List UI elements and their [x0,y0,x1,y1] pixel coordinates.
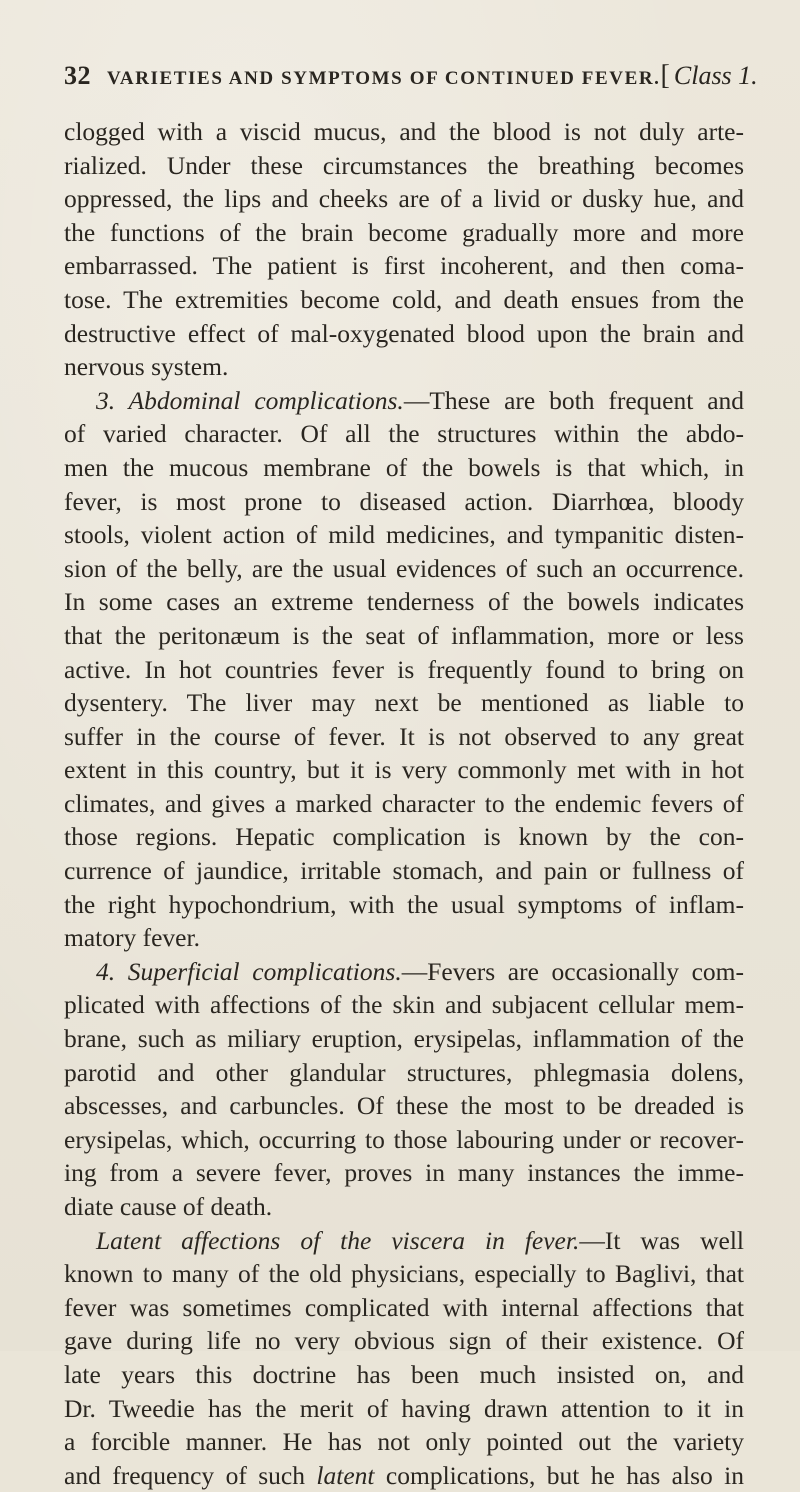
text-line [64,686,744,720]
text-line [64,1358,744,1392]
text-line [64,216,744,250]
text-line [64,417,744,451]
text-line [64,1224,744,1258]
text-line [64,753,744,787]
text-line [64,384,744,418]
class-label: Class 1. [673,61,758,90]
text-line-content: sion of the belly, are the usual evidences of such an occurrence. [64,553,744,583]
text-line [64,720,744,754]
text-line [64,988,744,1022]
text-line-content: matory fever. [64,923,200,953]
text-line [64,350,744,384]
text-line [64,149,744,183]
text-line [64,1089,744,1123]
text-line-content: abscesses, and carbuncles. Of these the most to be dreaded is [64,1091,744,1121]
text-line-content: nervous system. [64,352,229,382]
text-line [64,1056,744,1090]
text-line-content: clogged with a viscid mucus, and the blood is not duly arte- [64,117,744,146]
text-line-content: complications, but he has also in [374,1460,744,1490]
page-number: 32 [64,61,91,90]
class-mark [661,60,758,92]
text-line-content: plicated with affections of the skin and subjacent cellular mem- [64,990,744,1020]
text-line [64,518,744,552]
text-line-content: rialized. Under these circumstances the breathing becomes [64,150,744,180]
text-line-content: that the peritonæum is the seat of inflammation, more or less [64,620,744,650]
text-line [64,1392,744,1426]
text-line [64,552,744,586]
text-line-content: —These are both frequent and [403,385,744,415]
text-line [64,1022,744,1056]
body-text [64,115,744,1492]
text-line-content: diate cause of death. [64,1192,273,1221]
running-head-title: VARIETIES AND SYMPTOMS OF CONTINUED FEVER. [107,68,661,89]
text-line-content: late years this doctrine has been much insisted on, and [64,1359,744,1389]
text-line-content: stools, violent action of mild medicines, and tympanitic disten- [64,520,744,550]
class-bracket: [ [660,60,670,91]
text-line-italic: 4. Superficial complications. [96,956,402,986]
text-line-content: fever was sometimes complicated with internal affections that [64,1292,744,1322]
text-line-italic: 3. Abdominal complications. [96,385,404,415]
text-line-content: Dr. Tweedie has the merit of having drawn attention to it in [64,1393,744,1423]
text-line [64,888,744,922]
text-line-content: a forcible manner. He has not only pointed out the variety [64,1427,744,1457]
text-line-content: the functions of the brain become gradually more and more [64,217,744,247]
text-line [64,955,744,989]
text-line-content: oppressed, the lips and cheeks are of a livid or dusky hue, and [64,184,744,214]
text-line-content: suffer in the course of fever. It is not observed to any great [64,721,744,751]
running-head [64,60,758,100]
text-line-italic: Latent affections of the viscera in fever. [96,1225,580,1255]
text-line-content: ing from a severe fever, proves in many instances the imme- [64,1158,744,1188]
text-line-content: currence of jaundice, irritable stomach, and pain or fullness of [64,856,744,886]
text-line [64,1425,744,1459]
text-line [64,1123,744,1157]
text-line [64,1291,744,1325]
text-line-content: erysipelas, which, occurring to those labouring under or recover- [64,1124,744,1154]
text-line [64,317,744,351]
text-line-content: brane, such as miliary eruption, erysipelas, inflammation of the [64,1024,744,1054]
text-line-content: climates, and gives a marked character to the endemic fevers of [64,788,744,818]
text-line-content: dysentery. The liver may next be mentioned as liable to [64,688,744,718]
text-line [64,653,744,687]
text-line [64,1459,744,1492]
text-line-content: gave during life no very obvious sign of their existence. Of [64,1326,744,1356]
text-line-content: known to many of the old physicians, especially to Baglivi, that [64,1259,744,1289]
text-line [64,585,744,619]
text-line [64,115,744,149]
text-line-content: parotid and other glandular structures, phlegmasia dolens, [64,1057,744,1087]
text-line [64,1190,744,1224]
text-line-italic: latent [316,1460,375,1490]
text-line [64,182,744,216]
text-line [64,921,744,955]
text-line-content: those regions. Hepatic complication is known by the con- [64,822,744,852]
text-line-content: In some cases an extreme tenderness of the bowels indicates [64,587,744,617]
text-line [64,619,744,653]
text-line-content: destructive effect of mal-oxygenated blood upon the brain and [64,318,744,348]
text-line [64,1257,744,1291]
text-line-content: —It was well [579,1225,744,1255]
text-line-lead: and frequency of such [64,1460,317,1490]
text-line-content: fever, is most prone to diseased action. Diarrhœa, bloody [64,486,744,516]
text-line [64,854,744,888]
text-line [64,485,744,519]
text-line [64,451,744,485]
text-line-content: —Fevers are occasionally com- [401,956,744,986]
text-line [64,283,744,317]
text-line-content: men the mucous membrane of the bowels is that which, in [64,452,744,482]
text-line-content: of varied character. Of all the structures within the abdo- [64,419,744,449]
text-line-content: the right hypochondrium, with the usual symptoms of inflam- [64,889,744,919]
text-line-content: active. In hot countries fever is frequently found to bring on [64,654,744,684]
text-line-content: embarrassed. The patient is first incoherent, and then coma- [64,251,744,281]
text-line-content: tose. The extremities become cold, and death ensues from the [64,284,744,314]
text-line [64,1324,744,1358]
text-line [64,249,744,283]
text-line [64,1156,744,1190]
text-line [64,820,744,854]
text-line-content: extent in this country, but it is very commonly met with in hot [64,755,744,785]
text-line [64,787,744,821]
